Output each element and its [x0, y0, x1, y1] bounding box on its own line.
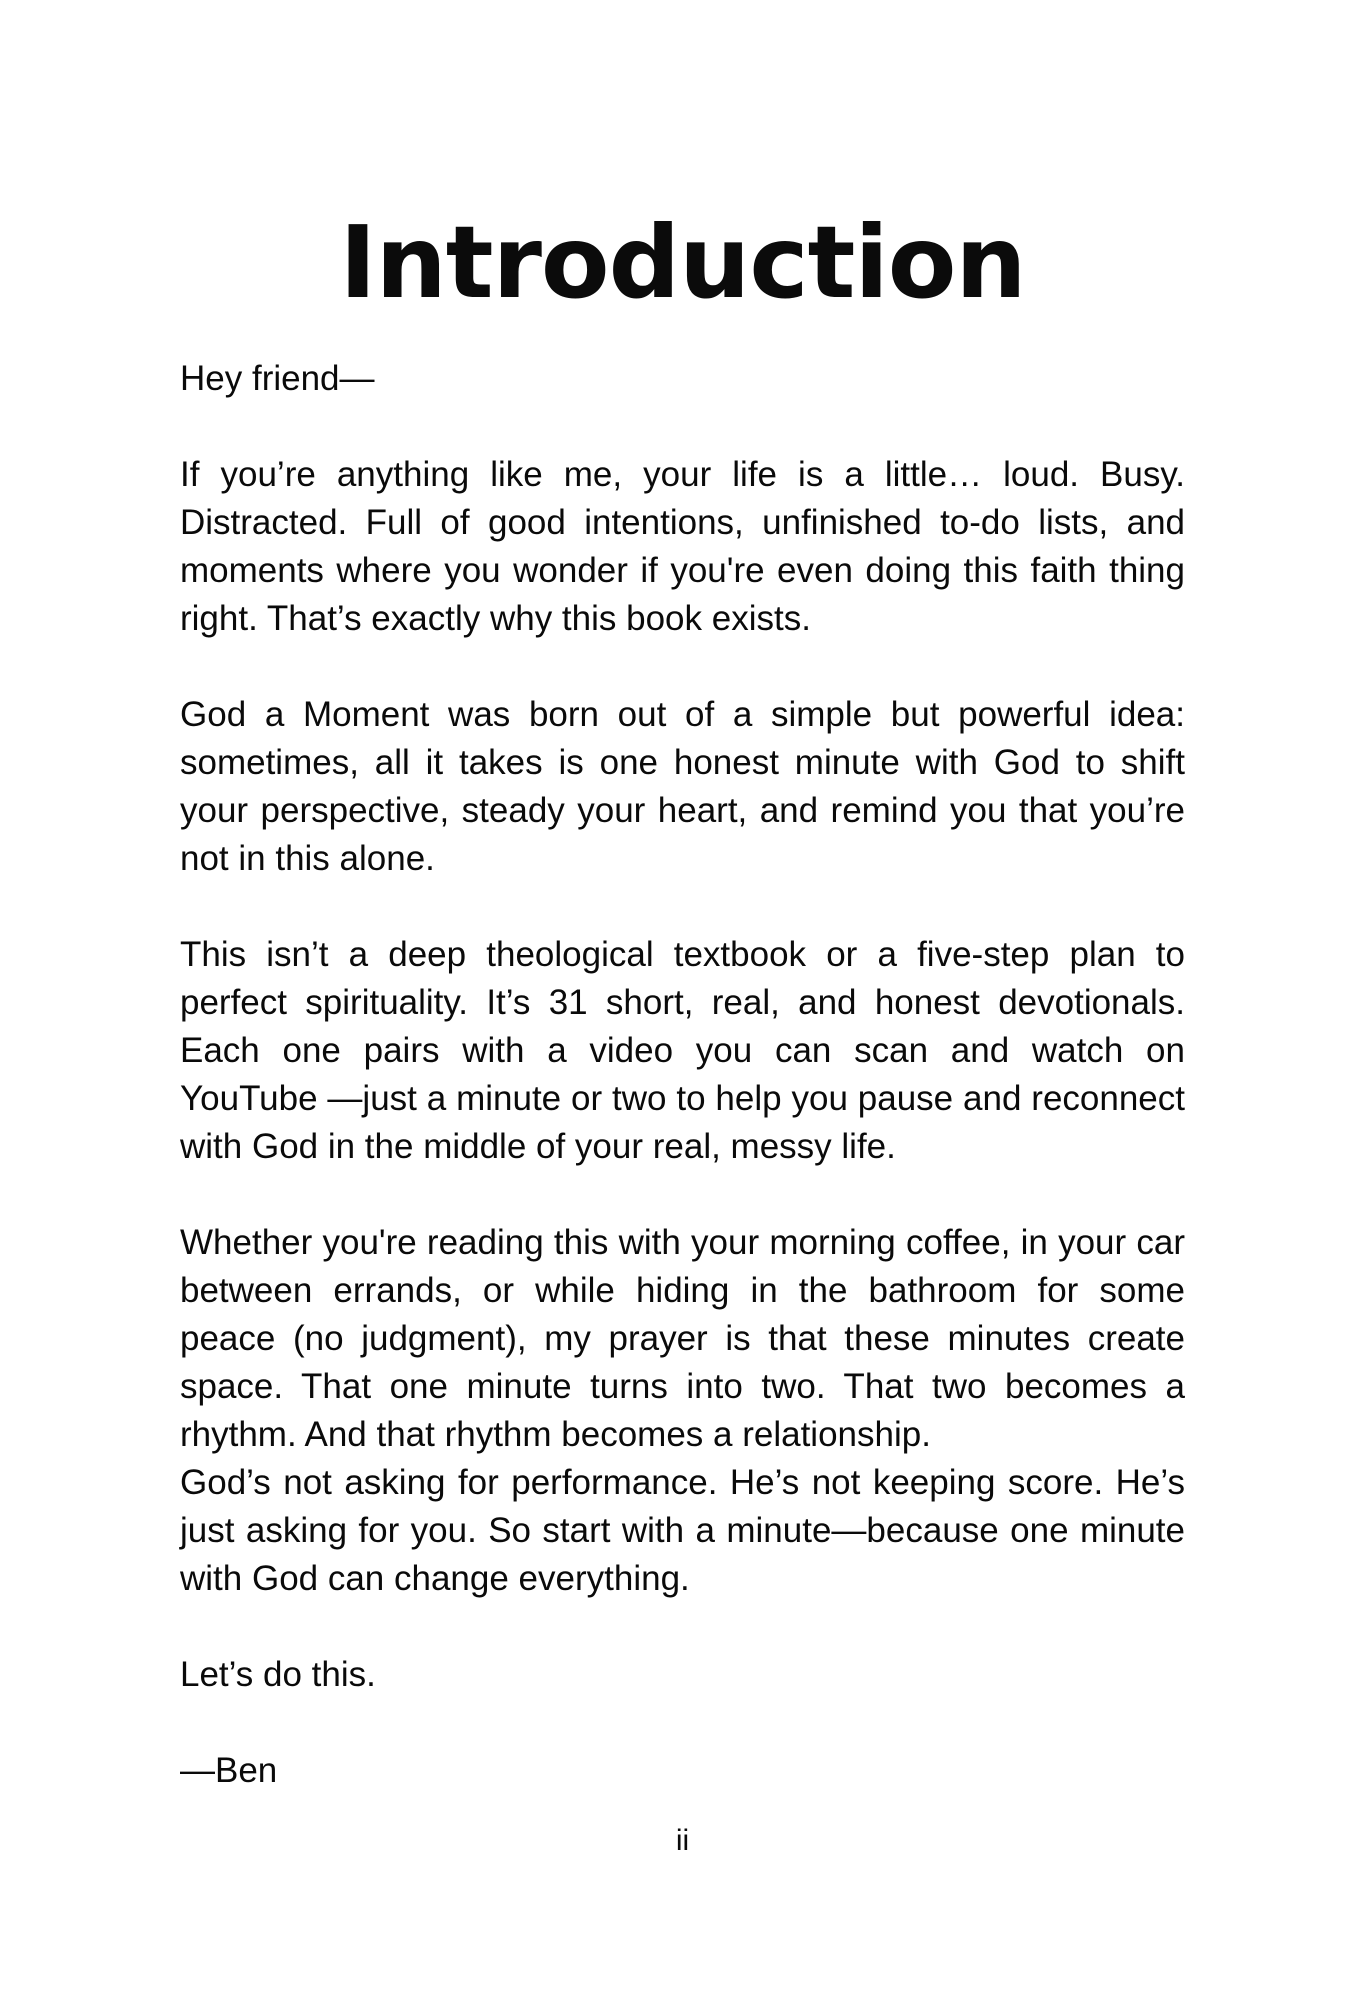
- paragraph-whether-reading: Whether you're reading this with your morning coffee, in your car between errands, or while hiding in the bathroom for some peace (no judgment), my prayer is that these minutes create space. That one minute turns into two. That two becomes a rhythm. And that rhythm becomes a relationship.: [180, 1223, 1185, 1454]
- page-body: [180, 355, 1185, 1795]
- paragraph-gods-not-asking: God’s not asking for performance. He’s not keeping score. He’s just asking for you. So start with a minute—because one minute with God can change everything.: [180, 1463, 1185, 1598]
- paragraph-god-a-moment: God a Moment was born out of a simple but powerful idea: sometimes, all it takes is one honest minute with God to shift your perspective, steady your heart, and remind you that you’re not in this alone.: [180, 695, 1185, 878]
- page-footer: [180, 1821, 1185, 1861]
- paragraph-devotionals: This isn’t a deep theological textbook or a five-step plan to perfect spirituality. It’s 31 short, real, and honest devotionals. Each one pairs with a video you can scan and watch on YouTube —just a minute or two to help you pause and reconnect with God in the middle of your real, messy life.: [180, 935, 1185, 1166]
- paragraph-intro-life: If you’re anything like me, your life is a little… loud. Busy. Distracted. Full of good intentions, unfinished to-do lists, and moments where you wonder if you're even doing this faith thing right. That’s exactly why this book exists.: [180, 455, 1185, 638]
- page-title: Introduction: [339, 204, 1026, 321]
- closing-line: Let’s do this.: [180, 1655, 376, 1694]
- page-number: ii: [675, 1824, 690, 1857]
- greeting-line: Hey friend—: [180, 359, 375, 398]
- signature-line: —Ben: [180, 1751, 278, 1790]
